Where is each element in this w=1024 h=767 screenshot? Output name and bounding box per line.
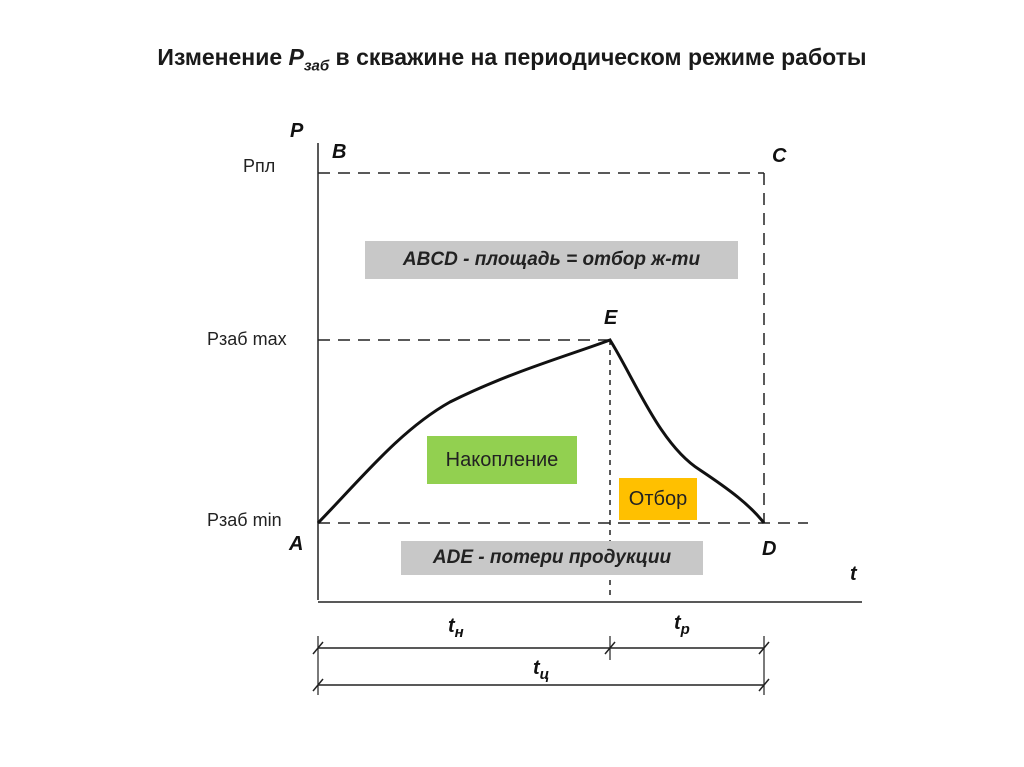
title-symbol: P <box>288 44 304 70</box>
t-n-base: t <box>448 615 455 637</box>
point-e-label: E <box>604 307 618 329</box>
ade-loss-box: ADE - потери продукции <box>401 541 703 575</box>
t-n-label <box>448 615 464 641</box>
point-d-label: D <box>762 538 777 560</box>
title-symbol-sub: заб <box>303 57 330 75</box>
abcd-area-box: ABCD - площадь = отбор ж-ти <box>365 241 738 279</box>
title-suffix: в скважине на периодическом режиме работы <box>329 44 867 70</box>
point-a-label: A <box>289 533 304 555</box>
t-c-base: t <box>533 657 540 679</box>
withdrawal-box: Отбор <box>619 478 697 520</box>
t-n-sub: н <box>454 624 464 641</box>
p-min-label: Рзаб min <box>207 510 282 530</box>
t-c-sub: ц <box>539 666 550 683</box>
y-axis-label: P <box>290 120 304 142</box>
title-prefix: Изменение <box>157 44 289 70</box>
x-axis-label: t <box>850 563 857 585</box>
pressure-curve <box>318 340 764 523</box>
t-r-sub: р <box>680 621 690 638</box>
t-c-label <box>533 657 549 683</box>
point-c-label: C <box>772 145 787 167</box>
p-pl-label: Рпл <box>243 156 276 176</box>
t-r-label <box>674 612 690 638</box>
point-b-label: B <box>332 141 347 163</box>
t-r-base: t <box>674 612 681 634</box>
p-max-label: Рзаб max <box>207 329 287 349</box>
accumulation-box: Накопление <box>427 436 577 484</box>
